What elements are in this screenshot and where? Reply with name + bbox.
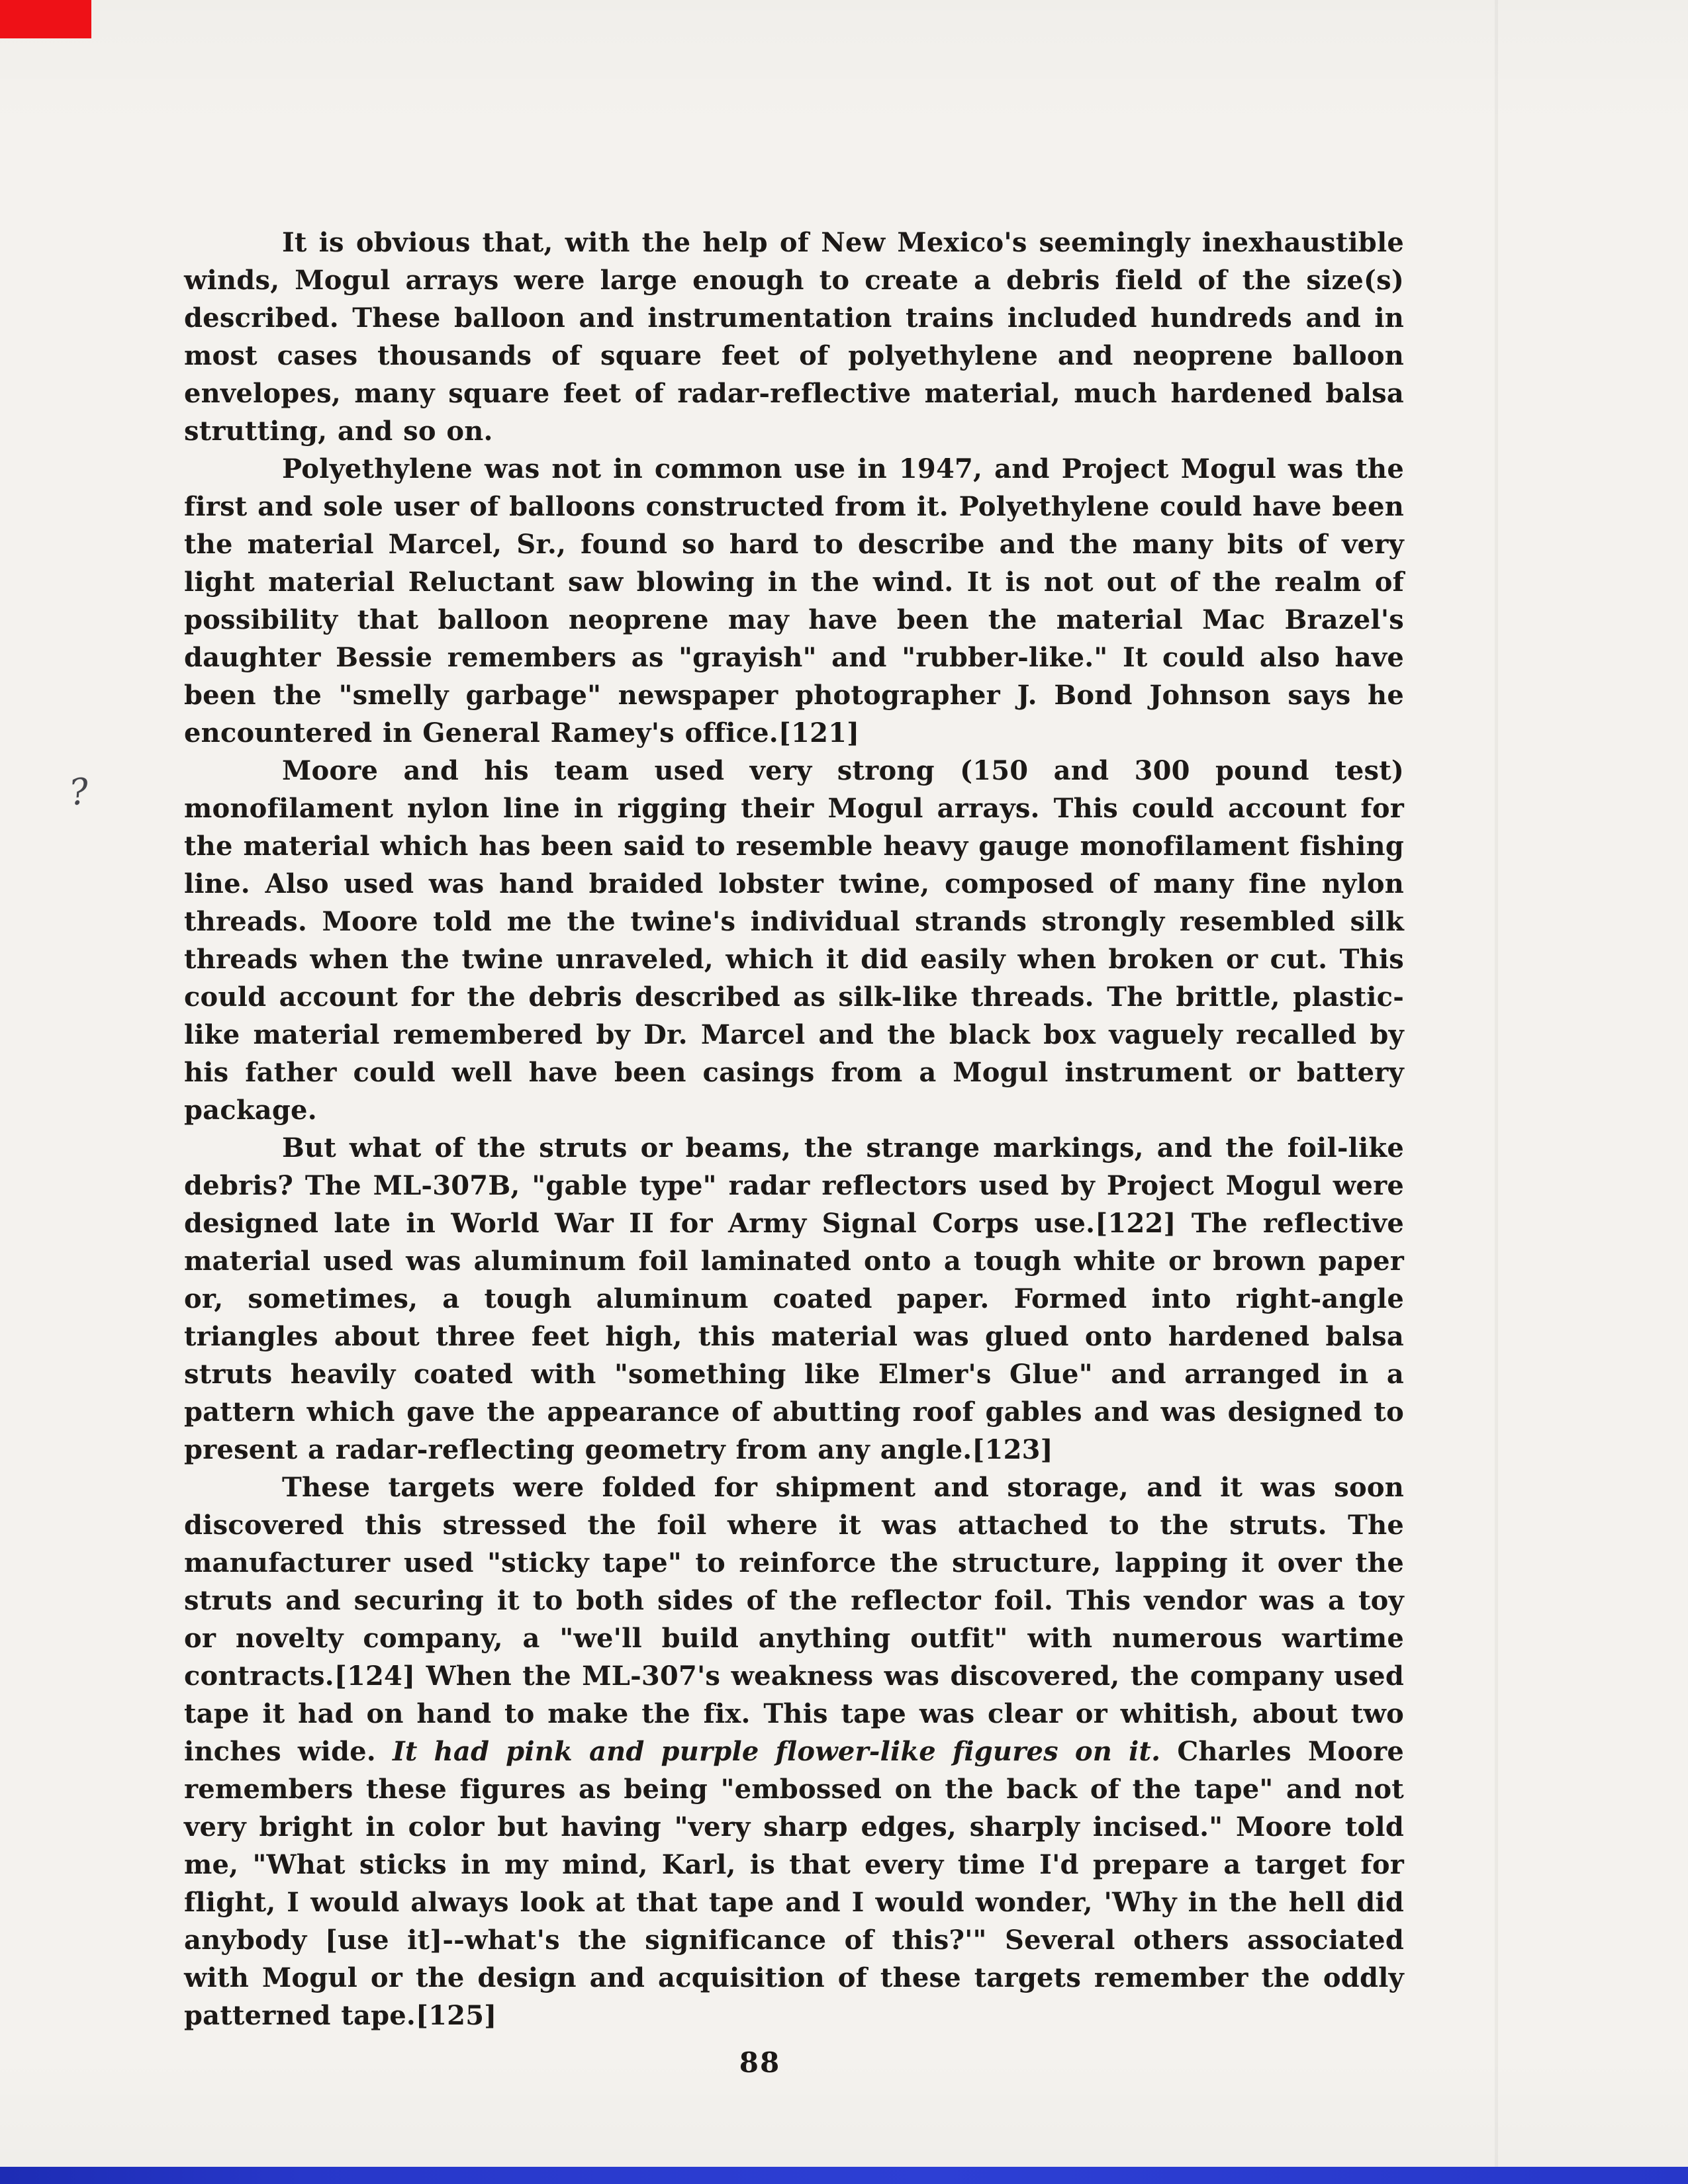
paragraph-4: But what of the struts or beams, the strange markings, and the foil-like debris? The ML-307B, "gable type" radar reflectors used by Project Mogul were designed late in World War II for Army Signal Corps use.[122] The reflective material used was aluminum foil laminated onto a tough white or brown paper or, sometimes, a tough aluminum coated paper. Formed into right-angle triangles about three feet high, this material was glued onto hardened balsa struts heavily coated with "something like Elmer's Glue" and arranged in a pattern which gave the appearance of abutting roof gables and was designed to present a radar-reflecting geometry from any angle.[123] <box>184 1132 1404 1465</box>
paragraph-1: It is obvious that, with the help of New Mexico's seemingly inexhaustible winds, Mogul arrays were large enough to create a debris field of the size(s) described. These balloon and instrumentation trains included hundreds and in most cases thousands of square feet of polyethylene and neoprene balloon envelopes, many square feet of radar-reflective material, much hardened balsa strutting, and so on. <box>184 227 1404 447</box>
paragraph-3: Moore and his team used very strong (150 and 300 pound test) monofilament nylon line in rigging their Mogul arrays. This could account for the material which has been said to resemble heavy gauge monofilament fishing line. Also used was hand braided lobster twine, composed of many fine nylon threads. Moore told me the twine's individual strands strongly resembled silk threads when the twine unraveled, which it did easily when broken or cut. This could account for the debris described as silk-like threads. The brittle, plastic-like material remembered by Dr. Marcel and the black box vaguely recalled by his father could well have been casings from a Mogul instrument or battery package. <box>184 755 1404 1126</box>
scan-artifact-red-mark <box>0 0 91 38</box>
document-body <box>184 224 1404 2034</box>
paragraph-5 <box>184 1469 1404 2034</box>
scan-artifact-blue-bar <box>0 2167 1688 2184</box>
handwritten-question-mark: ? <box>67 770 91 814</box>
emphasized-phrase: It had pink and purple flower-like figures on it. <box>392 1736 1161 1767</box>
paragraph-5-text-before: These targets were folded for shipment and storage, and it was soon discovered this stressed the foil where it was attached to the struts. The manufacturer used "sticky tape" to reinforce the structure, lapping it over the struts and securing it to both sides of the reflector foil. This vendor was a toy or novelty company, a "we'll build anything outfit" with numerous wartime contracts.[124] When the ML-307's weakness was discovered, the company used tape it had on hand to make the fix. This tape was clear or whitish, about two inches wide. <box>184 1472 1404 1767</box>
scan-crease-line <box>1495 0 1498 2184</box>
paragraph-5-text-after: Charles Moore remembers these figures as being "embossed on the back of the tape" and not very bright in color but having "very sharp edges, sharply incised." Moore told me, "What sticks in my mind, Karl, is that every time I'd prepare a target for flight, I would always look at that tape and I would wonder, 'Why in the hell did anybody [use it]--what's the significance of this?'" Several others associated with Mogul or the design and acquisition of these targets remember the oddly patterned tape.[125] <box>184 1736 1405 2031</box>
paragraph-2: Polyethylene was not in common use in 1947, and Project Mogul was the first and sole user of balloons constructed from it. Polyethylene could have been the material Marcel, Sr., found so hard to describe and the many bits of very light material Reluctant saw blowing in the wind. It is not out of the realm of possibility that balloon neoprene may have been the material Mac Brazel's daughter Bessie remembers as "grayish" and "rubber-like." It could also have been the "smelly garbage" newspaper photographer J. Bond Johnson says he encountered in General Ramey's office.[121] <box>184 453 1404 749</box>
page-number: 88 <box>739 2046 781 2079</box>
